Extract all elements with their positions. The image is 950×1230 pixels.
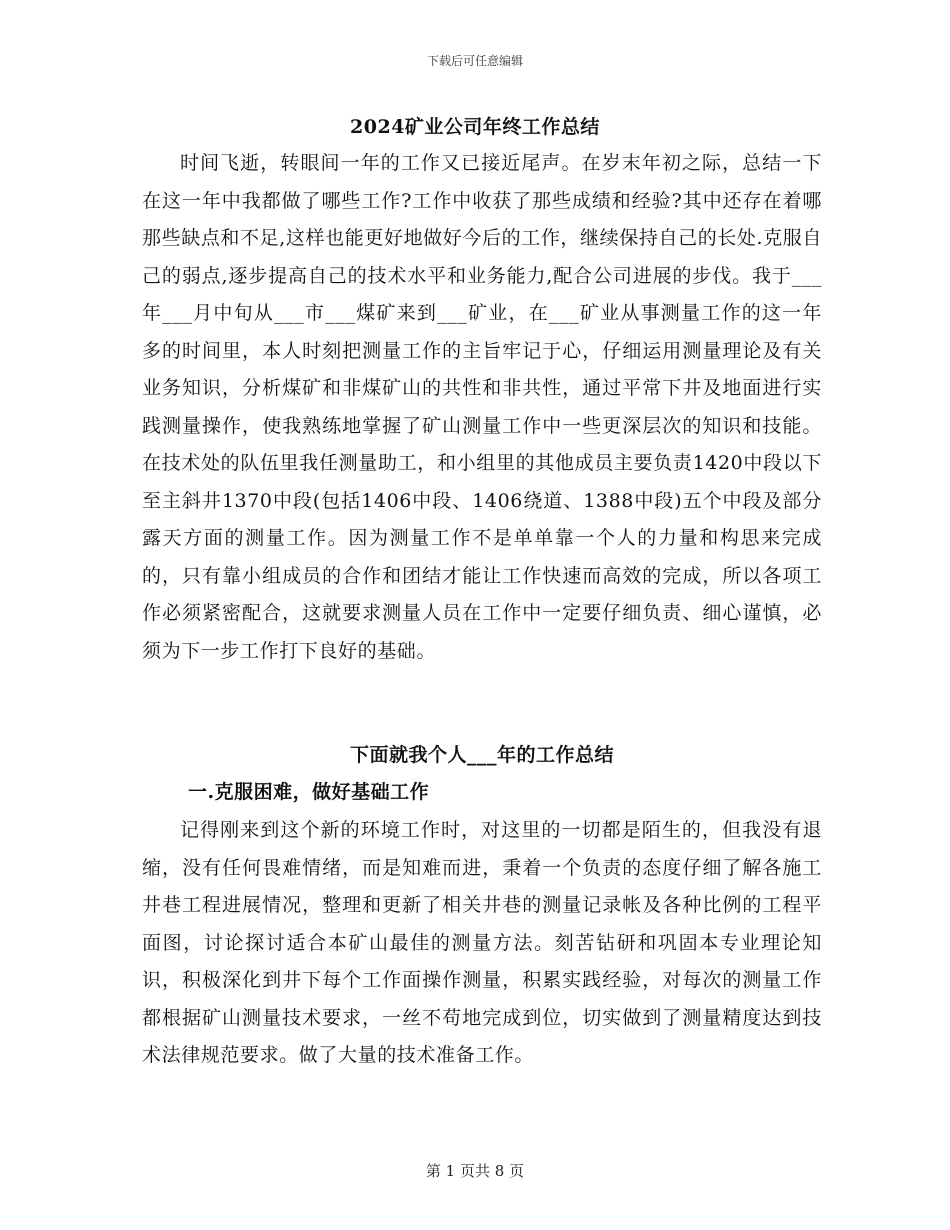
document-title: 2024矿业公司年终工作总结	[350, 116, 600, 138]
page-indicator: 第 1 页共 8 页	[425, 1162, 525, 1180]
body-paragraph-2: 记得刚来到这个新的环境工作时，对这里的一切都是陌生的，但我没有退缩，没有任何畏难情绪，而是知难而进，秉着一个负责的态度仔细了解各施工井巷工程进展情况，整理和更新了相关井巷的测量记录帐及各种比例的工程平面图，讨论探讨适合本矿山最佳的测量方法。刻苦钻研和巩固本专业理论知识，积极深化到井下每个工作面操作测量，积累实践经验，对每次的测量工作都根据矿山测量技术要求，一丝不苟地完成到位，切实做到了测量精度达到技术法律规范要求。做了大量的技术准备工作。	[142, 819, 822, 1066]
body-paragraph-intro: 时间飞逝，转眼间一年的工作又已接近尾声。在岁末年初之际，总结一下在这一年中我都做了哪些工作?工作中收获了那些成绩和经验?其中还存在着哪那些缺点和不足,这样也能更好地做好今后的工作，继续保持自己的长处.克服自己的弱点,逐步提高自己的技术水平和业务能力,配合公司进展的步伐。我于___年___月中旬从___市___煤矿来到___矿业，在___矿业从事测量工作的这一年多的时间里，本人时刻把测量工作的主旨牢记于心，仔细运用测量理论及有关业务知识，分析煤矿和非煤矿山的共性和非共性，通过平常下井及地面进行实践测量操作，使我熟练地掌握了矿山测量工作中一些更深层次的知识和技能。在技术处的队伍里我任测量助工，和小组里的其他成员主要负责1420中段以下至主斜井1370中段(包括1406中段、1406绕道、1388中段)五个中段及部分露天方面的测量工作。因为测量工作不是单单靠一个人的力量和构思来完成的，只有靠小组成员的合作和团结才能让工作快速而高效的完成，所以各项工作必须紧密配合，这就要求测量人员在工作中一定要仔细负责、细心谨慎，必须为下一步工作打下良好的基础。	[142, 152, 822, 662]
header-note: 下载后可任意编辑	[426, 54, 523, 68]
section-heading: 下面就我个人___年的工作总结	[349, 744, 614, 766]
sub-heading-1: 一.克服困难，做好基础工作	[188, 781, 430, 803]
